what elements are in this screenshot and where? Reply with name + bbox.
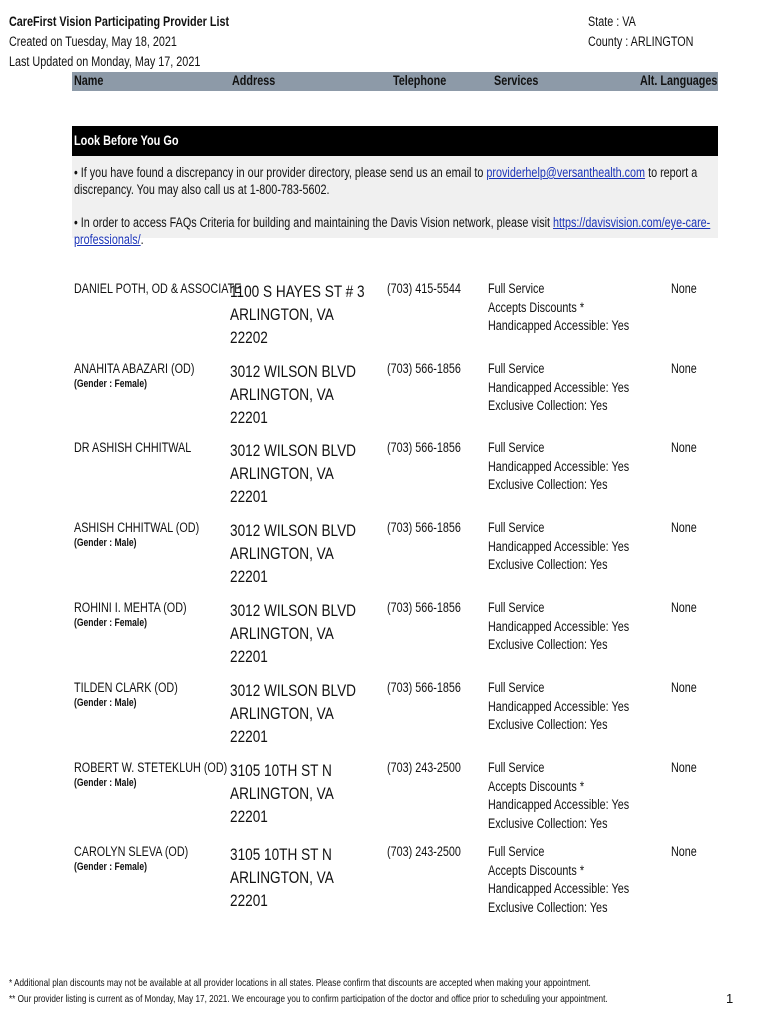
service-item: Accepts Discounts *	[488, 299, 585, 315]
provider-address	[230, 439, 356, 508]
address-city: ARLINGTON, VA	[230, 624, 334, 643]
footer-note-discounts: * Additional plan discounts may not be available at all provider locations in all states. Please confirm that discounts are accepted when making your appointment.	[9, 977, 591, 989]
service-item: Handicapped Accessible: Yes	[488, 538, 630, 554]
provider-services	[488, 519, 629, 575]
provider-name: DANIEL POTH, OD & ASSOCIATE	[74, 281, 242, 296]
provider-gender: (Gender : Female)	[74, 378, 147, 390]
provider-phone: (703) 566-1856	[387, 440, 461, 455]
service-item: Handicapped Accessible: Yes	[488, 618, 630, 634]
service-item: Handicapped Accessible: Yes	[488, 318, 630, 333]
address-zip: 22201	[230, 567, 268, 586]
address-zip: 22202	[230, 328, 268, 347]
address-zip: 22201	[230, 807, 268, 826]
service-item: Handicapped Accessible: Yes	[488, 458, 630, 474]
provider-phone: (703) 566-1856	[387, 361, 461, 376]
service-item: Full Service	[488, 520, 545, 535]
address-city: ARLINGTON, VA	[230, 305, 334, 324]
notice-p1-text: • If you have found a discrepancy in our provider directory, please send us an email to	[74, 165, 487, 180]
provider-languages: None	[671, 281, 697, 296]
provider-gender: (Gender : Male)	[74, 777, 137, 789]
service-item: Full Service	[488, 281, 545, 296]
provider-name: ANAHITA ABAZARI (OD)	[74, 361, 195, 376]
provider-address	[230, 599, 356, 668]
provider-name: ROBERT W. STETEKLUH (OD)	[74, 760, 228, 775]
document-header	[9, 12, 284, 72]
service-item: Exclusive Collection: Yes	[488, 899, 608, 915]
column-header-bar	[72, 72, 718, 91]
address-zip: 22201	[230, 487, 268, 506]
address-street: 3105 10TH ST N	[230, 761, 332, 780]
service-item: Exclusive Collection: Yes	[488, 398, 608, 413]
provider-gender: (Gender : Male)	[74, 697, 137, 709]
address-city: ARLINGTON, VA	[230, 784, 334, 803]
address-street: 3012 WILSON BLVD	[230, 601, 356, 620]
provider-name: CAROLYN SLEVA (OD)	[74, 844, 189, 859]
footer-note-listing: ** Our provider listing is current as of Monday, May 17, 2021. We encourage you to confirm participation of the doctor and office prior to scheduling your appointment.	[9, 993, 608, 1005]
provider-languages: None	[671, 600, 697, 615]
provider-address	[230, 280, 365, 349]
provider-languages: None	[671, 760, 697, 775]
notice-paragraph-1	[74, 164, 718, 198]
footer-notes	[9, 975, 768, 1007]
page-number: 1	[726, 991, 734, 1006]
service-item: Full Service	[488, 600, 545, 615]
service-item: Accepts Discounts *	[488, 778, 585, 794]
provider-services	[488, 439, 629, 495]
provider-languages: None	[671, 520, 697, 535]
address-zip: 22201	[230, 408, 268, 427]
davis-vision-link[interactable]: https://davisvision.com/eye-care-professionals/	[74, 215, 711, 247]
county-label: County : ARLINGTON	[588, 34, 694, 49]
service-item: Handicapped Accessible: Yes	[488, 698, 630, 714]
provider-address	[230, 519, 356, 588]
address-zip: 22201	[230, 647, 268, 666]
provider-name: DR ASHISH CHHITWAL	[74, 440, 192, 455]
address-city: ARLINGTON, VA	[230, 544, 334, 563]
col-name: Name	[74, 73, 104, 88]
provider-address	[230, 843, 334, 912]
service-item: Handicapped Accessible: Yes	[488, 881, 630, 896]
notice-body	[72, 156, 718, 247]
notice-p1-text-end: to report a discrepancy. You may also call us at 1-800-783-5602.	[74, 165, 698, 197]
location-info	[588, 12, 720, 52]
provider-languages: None	[671, 680, 697, 695]
updated-date: Last Updated on Monday, May 17, 2021	[9, 54, 201, 69]
address-city: ARLINGTON, VA	[230, 868, 334, 887]
address-street: 3012 WILSON BLVD	[230, 441, 356, 460]
notice-heading-bar	[72, 126, 718, 156]
service-item: Exclusive Collection: Yes	[488, 477, 608, 492]
address-street: 3012 WILSON BLVD	[230, 521, 356, 540]
notice-p2-text-end: .	[140, 232, 144, 247]
provider-languages: None	[671, 844, 697, 859]
service-item: Full Service	[488, 361, 545, 376]
provider-phone: (703) 243-2500	[387, 760, 461, 775]
address-street: 3012 WILSON BLVD	[230, 681, 356, 700]
col-address: Address	[232, 73, 276, 88]
service-item: Handicapped Accessible: Yes	[488, 379, 630, 395]
provider-address	[230, 360, 356, 429]
provider-phone: (703) 566-1856	[387, 680, 461, 695]
provider-services	[488, 599, 629, 655]
provider-languages: None	[671, 361, 697, 376]
service-item: Full Service	[488, 760, 545, 775]
col-services: Services	[494, 73, 539, 88]
provider-name: ASHISH CHHITWAL (OD)	[74, 520, 200, 535]
email-link[interactable]: providerhelp@versanthealth.com	[486, 165, 646, 180]
provider-name: TILDEN CLARK (OD)	[74, 680, 178, 695]
state-label: State : VA	[588, 14, 636, 29]
address-street: 1100 S HAYES ST # 3	[230, 282, 365, 301]
address-zip: 22201	[230, 727, 268, 746]
provider-phone: (703) 415-5544	[387, 281, 461, 296]
provider-phone: (703) 243-2500	[387, 844, 461, 859]
service-item: Full Service	[488, 680, 545, 695]
created-date: Created on Tuesday, May 18, 2021	[9, 34, 177, 49]
col-telephone: Telephone	[393, 73, 447, 88]
address-zip: 22201	[230, 891, 268, 910]
provider-languages: None	[671, 440, 697, 455]
provider-services	[488, 759, 629, 833]
provider-phone: (703) 566-1856	[387, 520, 461, 535]
provider-address	[230, 759, 334, 828]
provider-gender: (Gender : Male)	[74, 537, 137, 549]
notice-paragraph-2	[74, 214, 718, 248]
provider-address	[230, 679, 356, 748]
provider-gender: (Gender : Female)	[74, 861, 147, 873]
address-street: 3105 10TH ST N	[230, 845, 332, 864]
provider-name: ROHINI I. MEHTA (OD)	[74, 600, 187, 615]
service-item: Full Service	[488, 844, 545, 859]
service-item: Accepts Discounts *	[488, 862, 585, 878]
service-item: Exclusive Collection: Yes	[488, 815, 608, 831]
address-city: ARLINGTON, VA	[230, 704, 334, 723]
service-item: Exclusive Collection: Yes	[488, 637, 608, 652]
service-item: Handicapped Accessible: Yes	[488, 797, 630, 812]
service-item: Exclusive Collection: Yes	[488, 717, 608, 732]
provider-services	[488, 843, 629, 917]
address-city: ARLINGTON, VA	[230, 464, 334, 483]
col-languages: Alt. Languages	[640, 73, 718, 88]
provider-gender: (Gender : Female)	[74, 617, 147, 629]
provider-phone: (703) 566-1856	[387, 600, 461, 615]
service-item: Exclusive Collection: Yes	[488, 557, 608, 572]
service-item: Full Service	[488, 440, 545, 455]
document-title: CareFirst Vision Participating Provider List	[9, 14, 230, 29]
address-city: ARLINGTON, VA	[230, 385, 334, 404]
notice-heading: Look Before You Go	[74, 132, 179, 148]
notice-p2-text: • In order to access FAQs Criteria for building and maintaining the Davis Vision network, please visit	[74, 215, 554, 230]
provider-services	[488, 280, 629, 336]
provider-services	[488, 360, 629, 416]
address-street: 3012 WILSON BLVD	[230, 362, 356, 381]
provider-services	[488, 679, 629, 735]
